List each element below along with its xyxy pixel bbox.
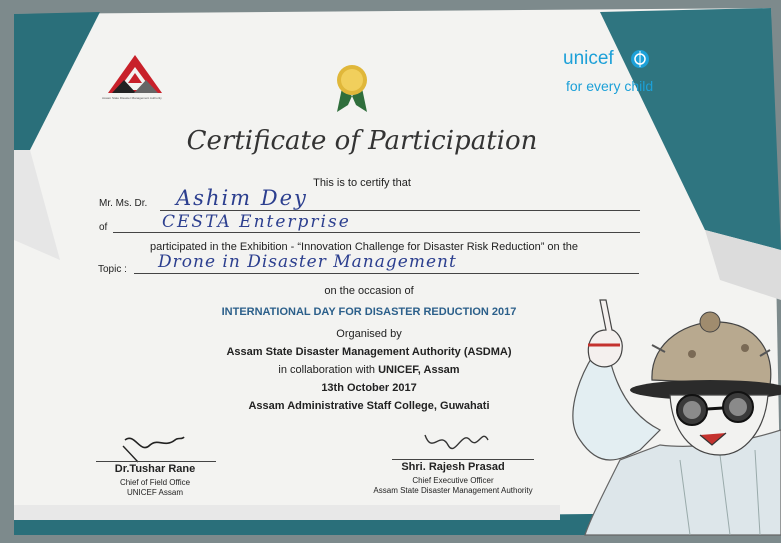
- grey-band-bottom: [14, 505, 560, 520]
- unicef-tagline: for every child: [566, 78, 654, 94]
- event-venue: Assam Administrative Staff College, Guwahati: [248, 400, 490, 412]
- logo-caption: Assam State Disaster Management Authority: [102, 96, 162, 100]
- collaboration-line: [278, 364, 459, 376]
- certify-text: This is to certify that: [313, 177, 411, 189]
- signatory-left-org: UNICEF Assam: [126, 488, 184, 497]
- of-label: of: [99, 222, 108, 233]
- occasion-text: on the occasion of: [324, 285, 414, 297]
- signatory-left-name: Dr.Tushar Rane: [114, 463, 196, 475]
- collaboration-org: UNICEF, Assam: [378, 364, 460, 376]
- topic-value: Drone in Disaster Management: [158, 252, 457, 272]
- topic-underline: [134, 273, 639, 274]
- unicef-globe-icon: [631, 50, 649, 68]
- signature-line-left: [96, 461, 216, 462]
- topic-label: Topic :: [98, 264, 127, 275]
- certificate-title: Certificate of Participation: [186, 126, 538, 156]
- participant-name: Ashim Dey: [176, 186, 308, 210]
- unicef-wordmark: unicef: [563, 48, 614, 69]
- event-date: 13th October 2017: [321, 382, 417, 394]
- organised-by-label: Organised by: [336, 328, 402, 340]
- event-name: INTERNATIONAL DAY FOR DISASTER REDUCTION 2017: [221, 306, 517, 318]
- participant-organization: CESTA Enterprise: [162, 212, 351, 232]
- signatory-right-org: Assam State Disaster Management Authority: [373, 486, 533, 495]
- name-underline: [160, 210, 640, 211]
- signature-line-right: [392, 459, 534, 460]
- signatory-right-title: Chief Executive Officer: [412, 476, 494, 485]
- collaboration-prefix: in collaboration with: [278, 364, 379, 376]
- mascot-illustration: [573, 300, 781, 535]
- organiser-name: Assam State Disaster Management Authority (ASDMA): [226, 346, 512, 358]
- salutation-label: Mr. Ms. Dr.: [99, 198, 148, 209]
- organization-underline: [113, 232, 640, 233]
- participated-text: participated in the Exhibition - “Innovation Challenge for Disaster Risk Reduction” on the: [149, 241, 579, 253]
- signatory-left-title: Chief of Field Office: [119, 478, 191, 487]
- signatory-right-name: Shri. Rajesh Prasad: [401, 461, 505, 473]
